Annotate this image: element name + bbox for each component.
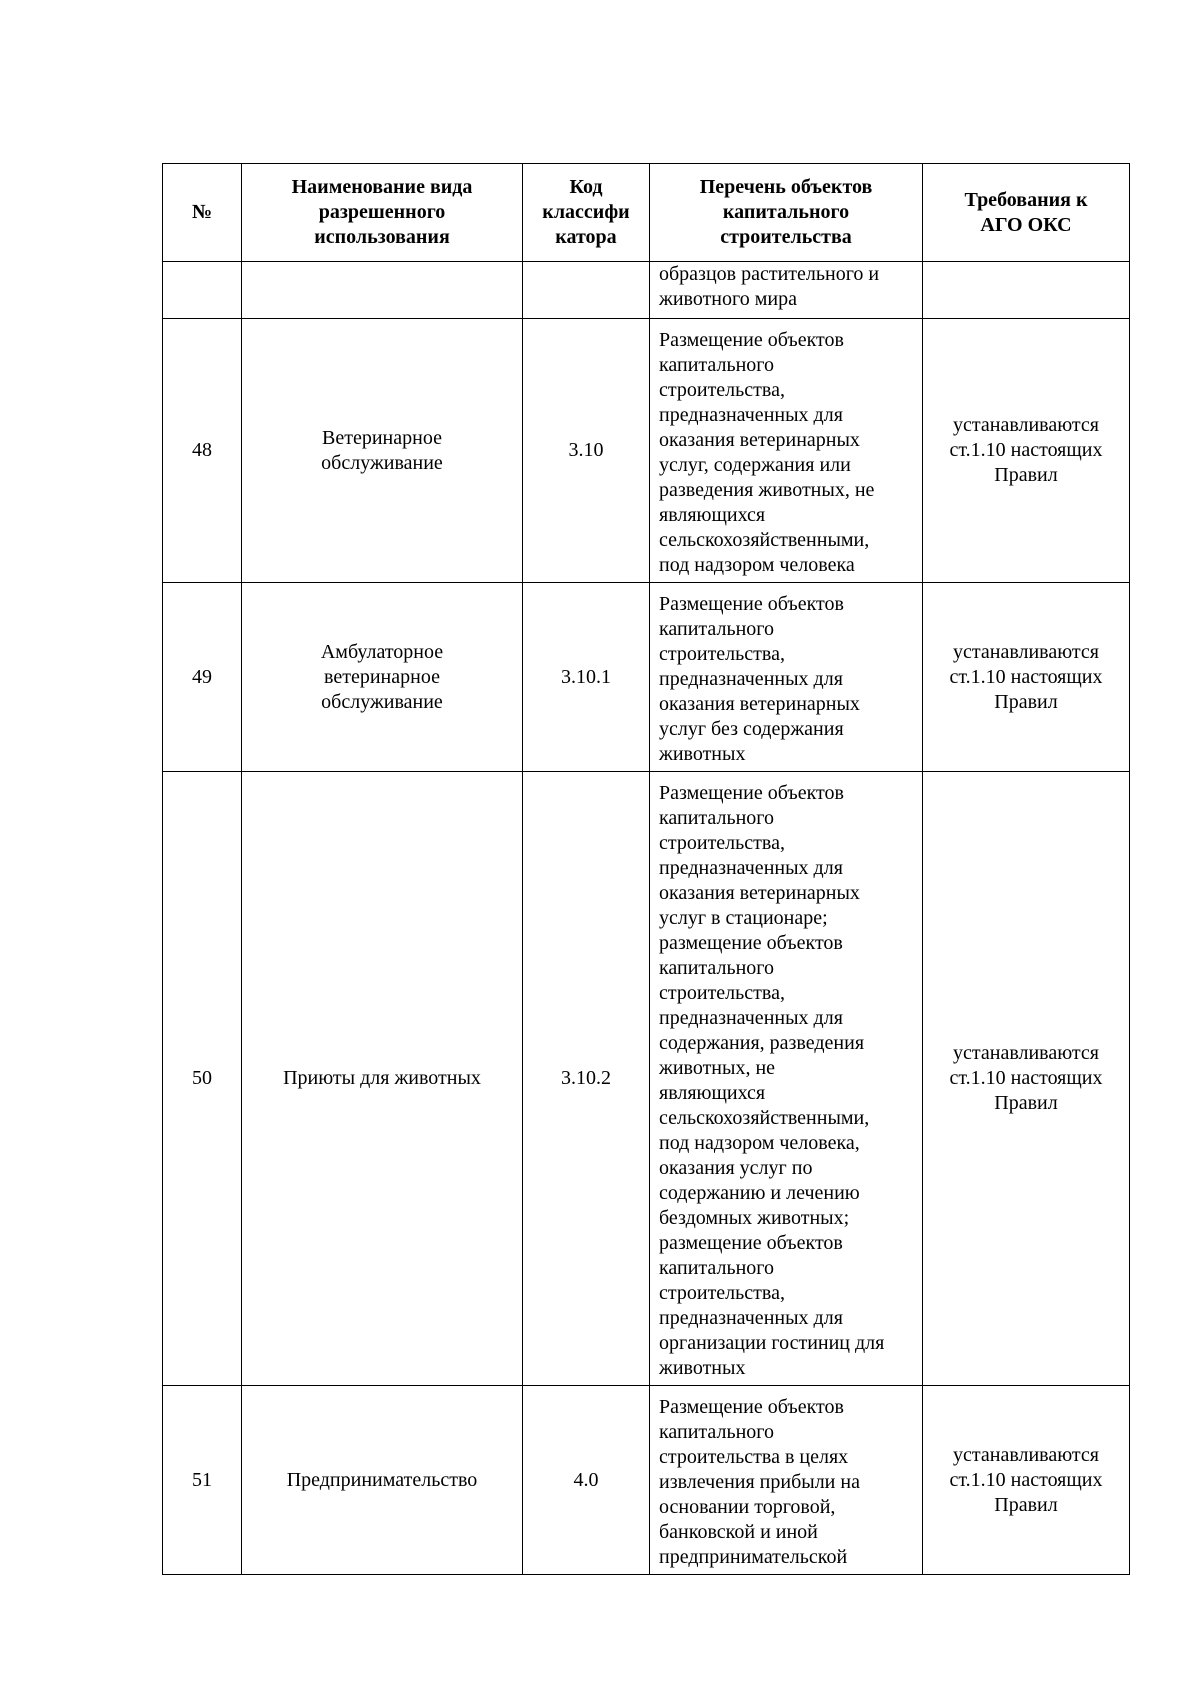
cell-line: разведения животных, не: [659, 479, 875, 501]
cell-line: Размещение объектов: [659, 1396, 844, 1418]
cell-use-name: [242, 319, 523, 583]
cell-line: устанавливаются: [953, 414, 1099, 436]
cell-line: ст.1.10 настоящих: [949, 1067, 1103, 1089]
cell-line: капитального: [659, 354, 774, 376]
cell-requirements: [923, 1386, 1130, 1575]
cell-line: ст.1.10 настоящих: [949, 1468, 1103, 1491]
cell-line: под надзором человека: [659, 554, 855, 576]
cell-line: устанавливаются: [953, 640, 1099, 663]
cell-line: услуг без содержания: [659, 718, 844, 740]
cell-line: устанавливаются: [953, 1042, 1099, 1064]
cell-line: обслуживание: [321, 690, 443, 713]
cell-line: предназначенных для: [659, 668, 843, 690]
header-num: №: [163, 164, 242, 262]
header-requirements: Требования к АГО ОКС: [923, 164, 1130, 262]
header-objects: Перечень объектов капитального строительства: [650, 164, 923, 262]
cell-line: животного мира: [659, 288, 797, 310]
table-row: [163, 772, 1130, 1386]
cell-line: Правил: [994, 1092, 1058, 1114]
cell-objects-list: [650, 262, 923, 319]
cell-line: строительства,: [659, 982, 785, 1004]
cell-line: животных: [659, 1357, 746, 1379]
cell-line: Правил: [994, 464, 1058, 486]
cell-line: содержанию и лечению: [659, 1182, 860, 1204]
header-code: Код классифи катора: [523, 164, 650, 262]
classifier-code: 3.10.2: [561, 1067, 611, 1089]
cell-line: предпринимательской: [659, 1546, 848, 1568]
cell-classifier-code: [523, 319, 650, 583]
cell-use-name: [242, 772, 523, 1386]
cell-line: размещение объектов: [659, 1232, 843, 1254]
cell-line: Ветеринарное: [322, 426, 442, 449]
cell-use-name: [242, 583, 523, 772]
cell-line: обслуживание: [321, 451, 443, 474]
cell-line: предназначенных для: [659, 404, 843, 426]
classifier-code: 3.10.1: [561, 665, 611, 688]
cell-line: банковской и иной: [659, 1521, 818, 1543]
cell-line: строительства,: [659, 379, 785, 401]
cell-line: услуг в стационаре;: [659, 907, 828, 929]
cell-line: животных: [659, 743, 746, 765]
cell-line: Приюты для животных: [283, 1067, 481, 1089]
cell-line: капитального: [659, 807, 774, 829]
cell-line: организации гостиниц для: [659, 1332, 885, 1354]
cell-line: Правил: [994, 690, 1058, 713]
cell-line: строительства в целях: [659, 1446, 849, 1468]
cell-requirements: [923, 772, 1130, 1386]
cell-num: [163, 772, 242, 1386]
cell-line: оказания услуг по: [659, 1157, 813, 1179]
cell-line: Предпринимательство: [286, 1468, 478, 1491]
table-row: [163, 262, 1130, 319]
cell-classifier-code: [523, 772, 650, 1386]
cell-num: [163, 262, 242, 319]
cell-line: содержания, разведения: [659, 1032, 865, 1054]
cell-objects-list: [650, 772, 923, 1386]
cell-line: строительства,: [659, 1282, 785, 1304]
row-number: 51: [192, 1468, 212, 1491]
table-row: [163, 583, 1130, 772]
header-name: Наименование вида разрешенного использования: [242, 164, 523, 262]
cell-objects-list: [650, 583, 923, 772]
cell-classifier-code: [523, 1386, 650, 1575]
cell-line: Правил: [994, 1493, 1058, 1516]
cell-line: оказания ветеринарных: [659, 693, 860, 715]
cell-line: устанавливаются: [953, 1443, 1099, 1466]
cell-line: образцов растительного и: [659, 263, 880, 285]
cell-objects-list: [650, 1386, 923, 1575]
cell-line: предназначенных для: [659, 1007, 843, 1029]
cell-line: являющихся: [659, 504, 766, 526]
cell-line: Размещение объектов: [659, 782, 844, 804]
cell-line: размещение объектов: [659, 932, 843, 954]
cell-line: капитального: [659, 1257, 774, 1279]
cell-requirements: [923, 319, 1130, 583]
cell-num: [163, 1386, 242, 1575]
cell-line: капитального: [659, 1421, 774, 1443]
cell-requirements: [923, 583, 1130, 772]
classifier-code: 3.10: [568, 439, 604, 461]
table-row: [163, 1386, 1130, 1575]
row-number: 49: [192, 665, 212, 688]
cell-line: Размещение объектов: [659, 329, 844, 351]
cell-line: животных, не: [659, 1057, 776, 1079]
cell-line: капитального: [659, 957, 774, 979]
cell-line: оказания ветеринарных: [659, 882, 860, 904]
cell-line: являющихся: [659, 1082, 766, 1104]
cell-use-name: [242, 1386, 523, 1575]
cell-line: извлечения прибыли на: [659, 1471, 860, 1493]
cell-line: капитального: [659, 618, 774, 640]
cell-requirements: [923, 262, 1130, 319]
cell-classifier-code: [523, 262, 650, 319]
cell-use-name: [242, 262, 523, 319]
table-row: [163, 319, 1130, 583]
cell-line: бездомных животных;: [659, 1207, 850, 1229]
cell-line: ст.1.10 настоящих: [949, 665, 1103, 688]
cell-line: под надзором человека,: [659, 1132, 860, 1154]
land-use-table: [162, 163, 1130, 1575]
cell-objects-list: [650, 319, 923, 583]
cell-num: [163, 583, 242, 772]
cell-line: услуг, содержания или: [659, 454, 851, 476]
cell-line: предназначенных для: [659, 1307, 843, 1329]
classifier-code: 4.0: [573, 1468, 599, 1491]
cell-line: Размещение объектов: [659, 593, 844, 615]
cell-line: строительства,: [659, 832, 785, 854]
cell-line: ст.1.10 настоящих: [949, 439, 1103, 461]
row-number: 50: [192, 1067, 212, 1089]
cell-line: основании торговой,: [659, 1496, 836, 1518]
cell-line: сельскохозяйственными,: [659, 1107, 870, 1129]
cell-classifier-code: [523, 583, 650, 772]
cell-num: [163, 319, 242, 583]
cell-line: Амбулаторное: [320, 640, 444, 663]
cell-line: сельскохозяйственными,: [659, 529, 870, 551]
cell-line: предназначенных для: [659, 857, 843, 879]
cell-line: строительства,: [659, 643, 785, 665]
cell-line: оказания ветеринарных: [659, 429, 860, 451]
table-header-row: [163, 164, 1130, 262]
row-number: 48: [192, 439, 212, 461]
cell-line: ветеринарное: [324, 665, 440, 688]
